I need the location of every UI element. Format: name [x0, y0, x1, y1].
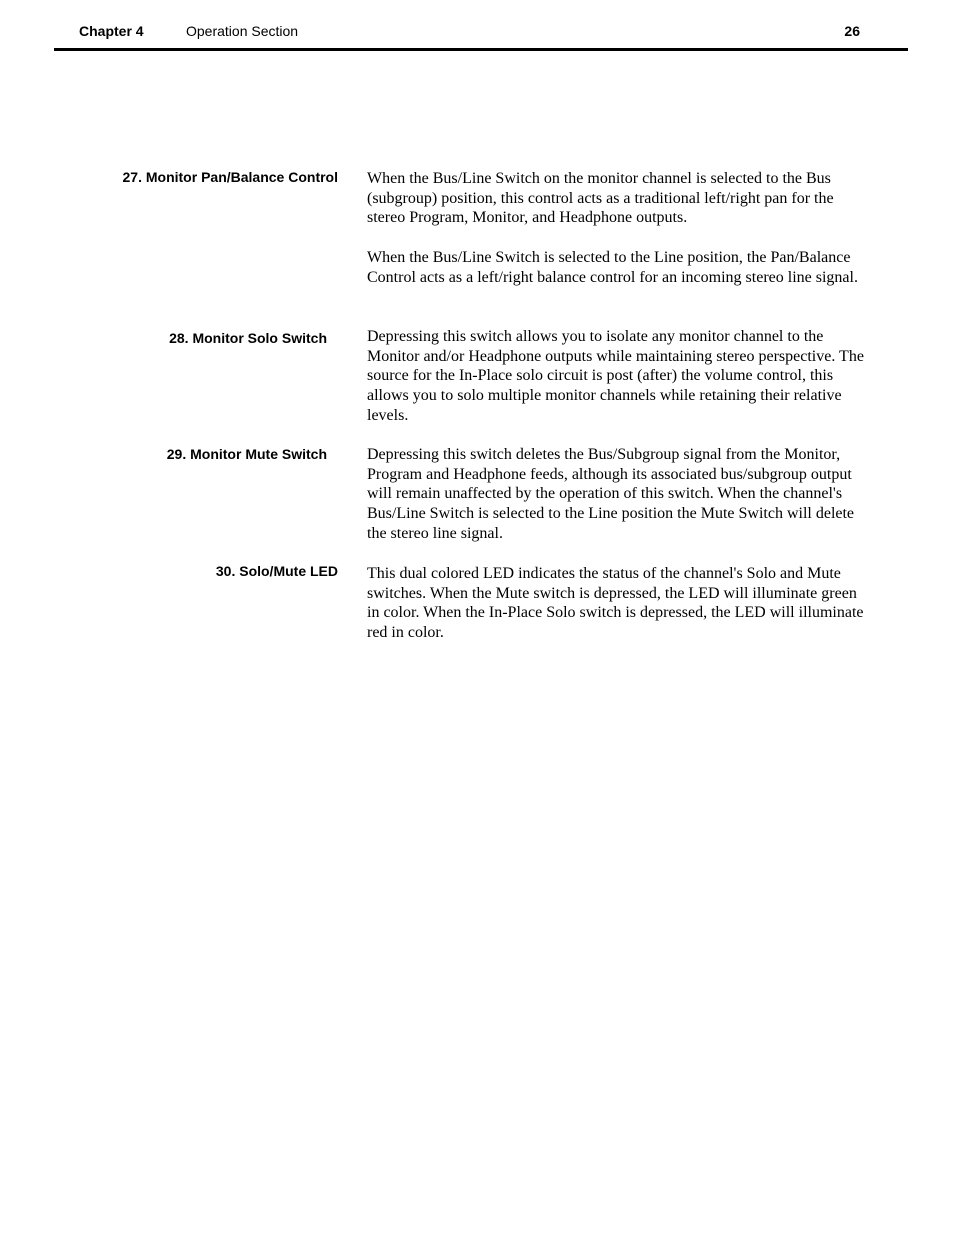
item-30-paragraph-1: This dual colored LED indicates the status of the channel's Solo and Mute switches. When the Mute switch is depressed, the LED will illuminate green in color. When the In-Place Solo switch is depressed, the LED will illuminate red in color. [367, 565, 864, 642]
item-28-label: 28. Monitor Solo Switch [169, 330, 327, 346]
item-29-paragraph-1: Depressing this switch deletes the Bus/Subgroup signal from the Monitor, Program and Headphone feeds, although its associated bus/subgroup output will remain unaffected by the operation of this switch. When the channel's Bus/Line Switch is selected to the Line position the Mute Switch will delete the stereo line signal. [367, 446, 855, 542]
item-28-paragraph-1: Depressing this switch allows you to isolate any monitor channel to the Monitor and/or Headphone outputs while maintaining stereo perspective. The source for the In-Place solo circuit is post (after) the volume control, this allows you to solo multiple monitor channels while retaining their relative levels. [367, 328, 864, 424]
page-number: 26 [844, 23, 860, 39]
item-27-label: 27. Monitor Pan/Balance Control [122, 169, 338, 185]
item-30-label: 30. Solo/Mute LED [215, 563, 338, 579]
item-27-paragraph-2: When the Bus/Line Switch is selected to the Line position, the Pan/Balance Control acts as a left/right balance control for an incoming stereo line signal. [367, 249, 858, 286]
page-header [0, 0, 954, 52]
chapter-label: Chapter 4 [79, 23, 144, 39]
item-27-paragraph-1: When the Bus/Line Switch on the monitor channel is selected to the Bus (subgroup) position, this control acts as a traditional left/right pan for the stereo Program, Monitor, and Headphone outputs. [367, 170, 834, 227]
header-rule [54, 48, 908, 51]
item-29-label: 29. Monitor Mute Switch [166, 446, 327, 462]
section-title: Operation Section [186, 23, 299, 39]
